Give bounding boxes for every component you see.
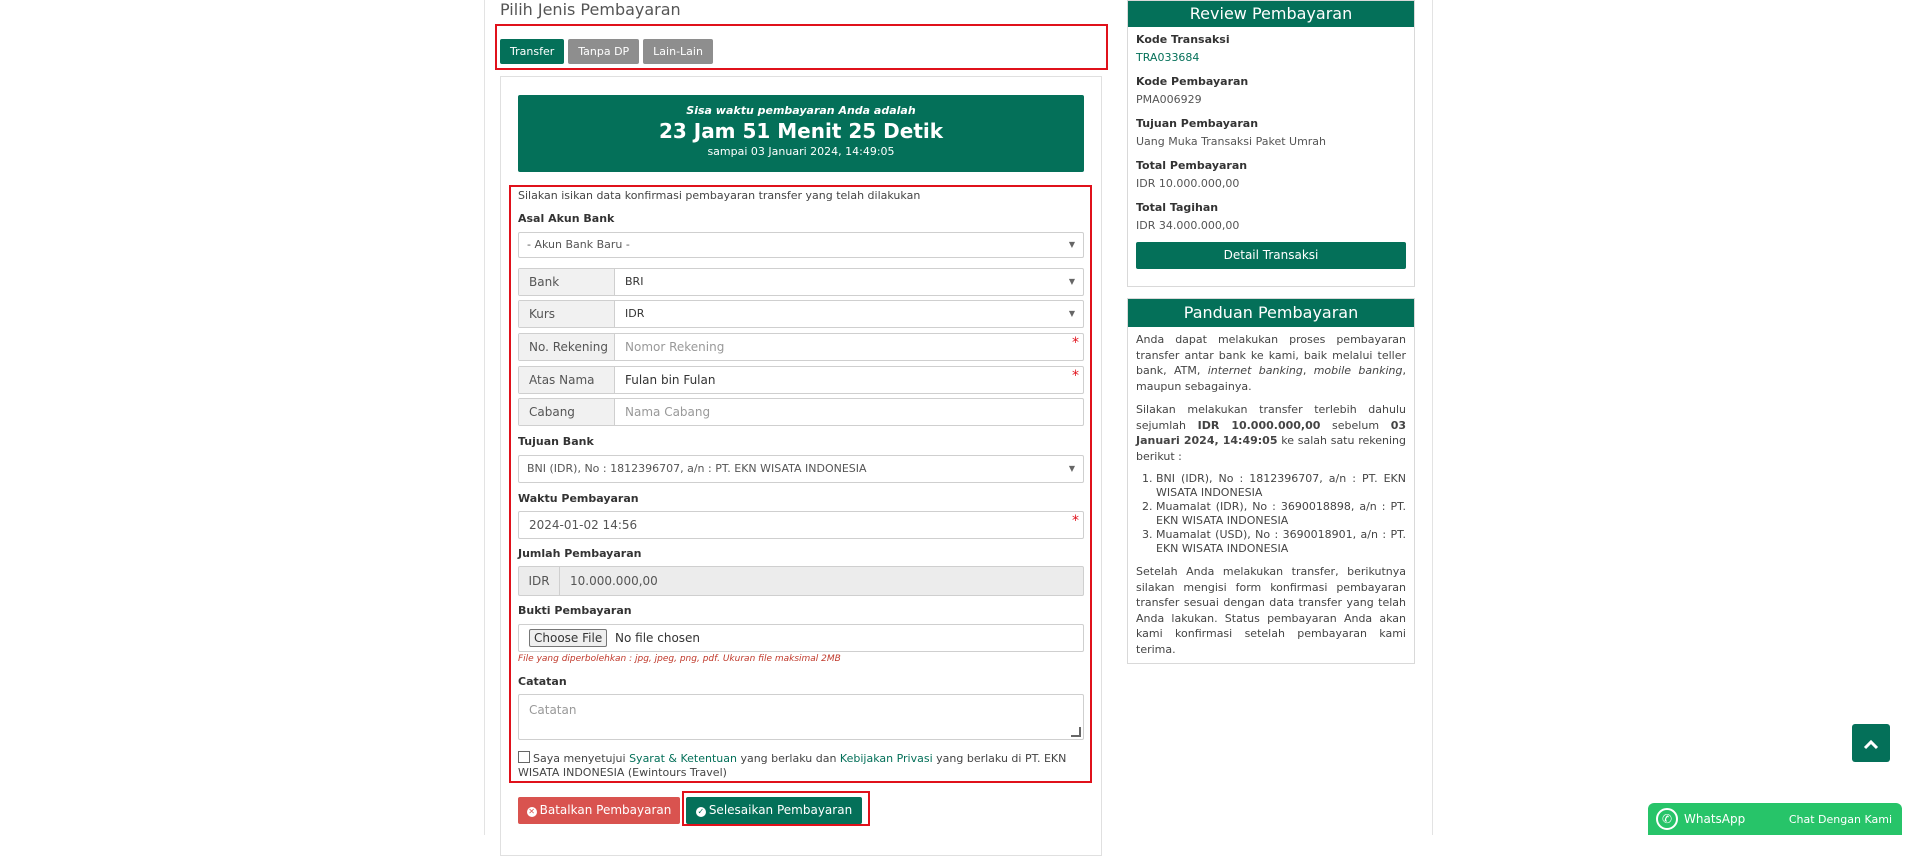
file-status: No file chosen (615, 631, 701, 645)
atas-nama-label: Atas Nama (519, 367, 615, 393)
privacy-link[interactable]: Kebijakan Privasi (839, 752, 933, 765)
timer-countdown: 23 Jam 51 Menit 25 Detik (658, 119, 944, 143)
rekening-label: No. Rekening (519, 334, 615, 360)
close-circle-icon: ✕ (528, 807, 535, 816)
atas-nama-input[interactable] (615, 367, 1083, 393)
kurs-value: IDR (625, 307, 645, 320)
asal-akun-select[interactable] (518, 232, 1084, 258)
required-mark: * (1072, 368, 1079, 384)
payment-timer (518, 95, 1084, 172)
cabang-placeholder: Nama Cabang (625, 405, 711, 419)
guide-card (1127, 298, 1415, 664)
agree-checkbox[interactable] (518, 751, 530, 763)
choose-file-button[interactable]: Choose File (529, 629, 607, 647)
kode-pembayaran-label: Kode Pembayaran (1136, 75, 1249, 88)
kode-transaksi-label: Kode Transaksi (1136, 33, 1230, 46)
cancel-payment-button[interactable] (518, 797, 680, 824)
finish-payment-label: Selesaikan Pembayaran (708, 803, 853, 817)
whatsapp-label: WhatsApp (1684, 812, 1746, 826)
rekening-placeholder: Nomor Rekening (625, 340, 725, 354)
cabang-field (518, 398, 1084, 426)
check-circle-icon: ✓ (697, 807, 705, 816)
account-list (1136, 472, 1406, 556)
jumlah-value: 10.000.000,00 (570, 574, 658, 588)
chevron-down-icon: ▼ (1068, 464, 1075, 473)
chat-label: Chat Dengan Kami (1788, 812, 1892, 826)
atas-nama-value: Fulan bin Fulan (625, 373, 716, 387)
whatsapp-chat-button[interactable] (1648, 803, 1902, 835)
waktu-label: Waktu Pembayaran (518, 492, 639, 505)
guide-paragraph-3: Setelah Anda melakukan transfer, berikutnya silakan mengisi form konfirmasi pembayaran transfer sesuai dengan data transfer yang telah Anda lakukan. Status pembayaran Anda akan kami konfirmasi setelah pembayaran kami terima. (1136, 565, 1406, 656)
guide-title: Panduan Pembayaran (1128, 299, 1414, 327)
catatan-placeholder: Catatan (529, 703, 577, 717)
tujuan-pembayaran-value: Uang Muka Transaksi Paket Umrah (1136, 135, 1327, 148)
list-item: 2. Muamalat (IDR), No : 3690018898, a/n : PT. EKN WISATA INDONESIA (1156, 500, 1406, 528)
kurs-label: Kurs (519, 301, 615, 327)
agree-text: yang berlaku dan (736, 752, 840, 765)
cancel-payment-label: Batalkan Pembayaran (539, 803, 672, 817)
resize-handle-icon[interactable] (1071, 727, 1081, 737)
chevron-up-icon (1862, 736, 1880, 754)
kurs-select[interactable] (615, 301, 1083, 327)
chevron-down-icon: ▼ (1068, 309, 1075, 318)
bank-value: BRI (625, 275, 644, 288)
form-intro: Silakan isikan data konfirmasi pembayaran transfer yang telah dilakukan (518, 189, 921, 202)
tujuan-bank-value: BNI (IDR), No : 1812396707, a/n : PT. EKN WISATA INDONESIA (527, 462, 867, 475)
catatan-textarea[interactable] (518, 694, 1084, 740)
tujuan-pembayaran-label: Tujuan Pembayaran (1136, 117, 1259, 130)
rekening-field (518, 333, 1084, 361)
jumlah-field (518, 566, 1084, 596)
tab-lain-lain[interactable]: Lain-Lain (643, 39, 713, 64)
tab-transfer[interactable]: Transfer (500, 39, 564, 64)
bank-select[interactable] (615, 269, 1083, 295)
agree-text: yang berlaku di PT. EKN WISATA INDONESIA (Ewintours Travel) (518, 752, 1067, 779)
bank-label: Bank (519, 269, 615, 295)
jumlah-currency: IDR (519, 567, 560, 595)
jumlah-label: Jumlah Pembayaran (518, 547, 642, 560)
chevron-down-icon: ▼ (1068, 277, 1075, 286)
payment-type-tabs (500, 39, 713, 64)
timer-caption: Sisa waktu pembayaran Anda adalah (686, 104, 916, 117)
kurs-field (518, 300, 1084, 328)
bukti-file-input[interactable] (518, 624, 1084, 652)
content-border-left (484, 0, 485, 835)
review-title: Review Pembayaran (1128, 1, 1414, 27)
cabang-input[interactable] (615, 399, 1083, 425)
bukti-label: Bukti Pembayaran (518, 604, 632, 617)
section-title: Pilih Jenis Pembayaran (500, 0, 681, 19)
asal-akun-value: - Akun Bank Baru - (527, 238, 630, 251)
asal-akun-label: Asal Akun Bank (518, 212, 615, 225)
list-item: 1. BNI (IDR), No : 1812396707, a/n : PT. EKN WISATA INDONESIA (1156, 472, 1406, 500)
tujuan-bank-select[interactable] (518, 455, 1084, 483)
total-tagihan-value: IDR 34.000.000,00 (1136, 219, 1240, 232)
guide-paragraph-2: Silakan melakukan transfer terlebih dahulu sejumlah IDR 10.000.000,00 sebelum 03 Januari 2024, 14:49:05 ke salah satu rekening berikut : (1136, 403, 1406, 463)
agree-text: Saya menyetujui (533, 752, 630, 765)
rekening-input[interactable] (615, 334, 1083, 360)
back-to-top-button[interactable] (1852, 724, 1890, 762)
required-mark: * (1072, 335, 1079, 351)
cabang-label: Cabang (519, 399, 615, 425)
guide-body (1128, 332, 1414, 657)
waktu-input[interactable] (518, 511, 1084, 539)
kode-pembayaran-value: PMA006929 (1136, 93, 1202, 106)
content-border-right (1432, 0, 1433, 835)
catatan-label: Catatan (518, 675, 567, 688)
atas-nama-field (518, 366, 1084, 394)
tab-tanpa-dp[interactable]: Tanpa DP (568, 39, 639, 64)
file-hint: File yang diperbolehkan : jpg, jpeg, png, pdf. Ukuran file maksimal 2MB (518, 654, 841, 664)
tujuan-bank-label: Tujuan Bank (518, 435, 594, 448)
chevron-down-icon: ▼ (1068, 240, 1075, 249)
list-item: 3. Muamalat (USD), No : 3690018901, a/n : PT. EKN WISATA INDONESIA (1156, 528, 1406, 556)
terms-link[interactable]: Syarat & Ketentuan (629, 752, 737, 765)
agreement (518, 751, 1084, 780)
whatsapp-icon: ✆ (1656, 808, 1678, 830)
kode-transaksi-link[interactable]: TRA033684 (1136, 51, 1200, 64)
bank-field (518, 268, 1084, 296)
timer-deadline: sampai 03 Januari 2024, 14:49:05 (707, 145, 895, 158)
total-pembayaran-label: Total Pembayaran (1136, 159, 1248, 172)
required-mark: * (1072, 513, 1079, 529)
detail-transaksi-button[interactable]: Detail Transaksi (1136, 242, 1406, 269)
total-tagihan-label: Total Tagihan (1136, 201, 1219, 214)
waktu-value: 2024-01-02 14:56 (529, 518, 638, 532)
review-card (1127, 0, 1415, 287)
finish-payment-button[interactable] (686, 797, 862, 824)
guide-paragraph-1: Anda dapat melakukan proses pembayaran transfer antar bank ke kami, baik melalui teller bank, ATM, internet banking, mobile banking, maupun sebagainya. (1136, 333, 1406, 393)
total-pembayaran-value: IDR 10.000.000,00 (1136, 177, 1240, 190)
